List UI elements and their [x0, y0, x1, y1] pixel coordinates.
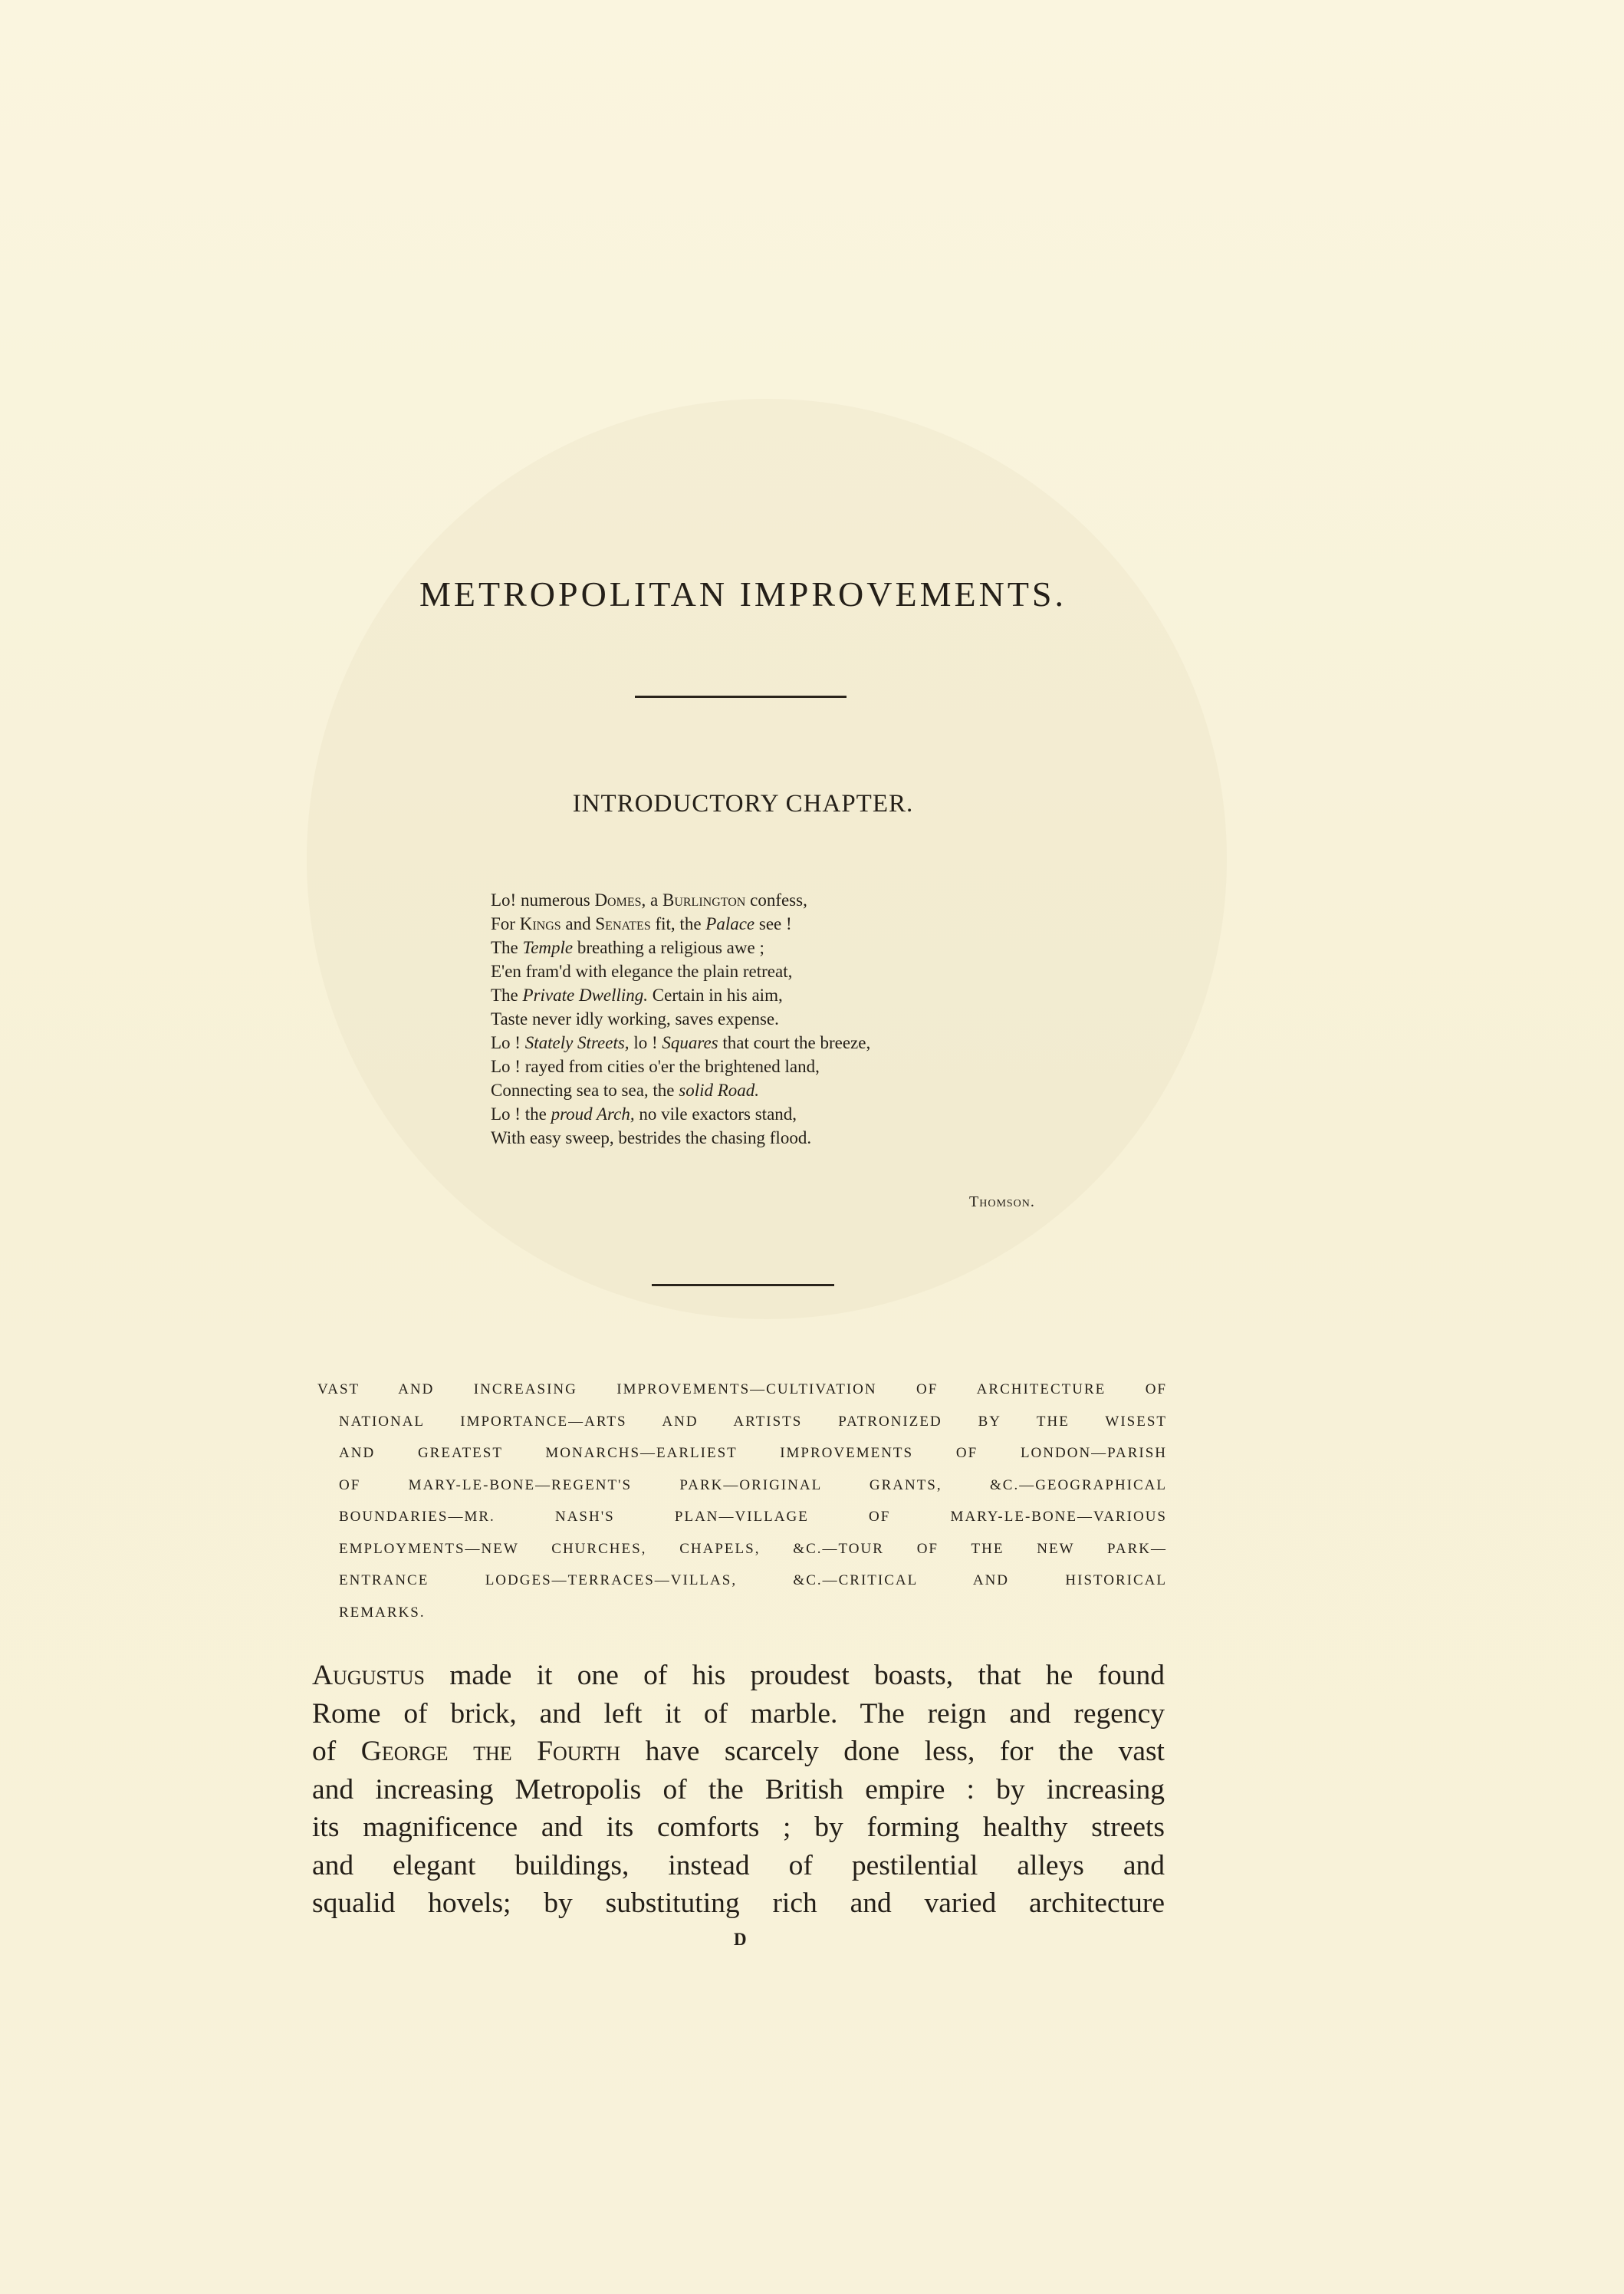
body-line: its magnificence and its comforts ; by forming healthy streets [312, 1812, 1165, 1843]
chapter-subtitle: INTRODUCTORY CHAPTER. [572, 790, 914, 818]
body-line: squalid hovels; by substituting rich and varied architecture [312, 1888, 1165, 1919]
epigraph-poem [491, 888, 870, 1150]
poem-line-2: For Kings and Senates fit, the Palace see ! [491, 914, 792, 933]
poem-line-3: The Temple breathing a religious awe ; [491, 938, 764, 957]
body-paragraph [312, 1657, 1165, 1923]
page-title: METROPOLITAN IMPROVEMENTS. [419, 574, 1067, 614]
signature-mark: D [734, 1930, 747, 1949]
paper-stain [307, 399, 1227, 1319]
synopsis-line: REMARKS. [339, 1604, 426, 1621]
poem-line-1: Lo! numerous Domes, a Burlington confess, [491, 890, 807, 910]
body-line: and elegant buildings, instead of pestilential alleys and [312, 1849, 1165, 1881]
body-line-3: of George the Fourth have scarcely done less, for the vast [312, 1736, 1165, 1767]
section-rule [652, 1284, 834, 1286]
poem-line-10: Lo ! the proud Arch, no vile exactors stand, [491, 1104, 797, 1124]
synopsis-line: AND GREATEST MONARCHS—EARLIEST IMPROVEMENTS OF LONDON—PARISH [339, 1445, 1167, 1461]
body-line: Rome of brick, and left it of marble. The reign and regency [312, 1697, 1165, 1730]
synopsis-line: VAST AND INCREASING IMPROVEMENTS—CULTIVATION OF ARCHITECTURE OF [317, 1381, 1167, 1397]
poem-line-7: Lo ! Stately Streets, lo ! Squares that court the breeze, [491, 1033, 871, 1052]
synopsis-line: EMPLOYMENTS—NEW CHURCHES, CHAPELS, &C.—TOUR OF THE NEW PARK— [339, 1540, 1167, 1557]
chapter-synopsis [317, 1374, 1167, 1628]
title-rule [635, 696, 847, 698]
body-line: and increasing Metropolis of the British empire : by increasing [312, 1773, 1165, 1805]
poem-line-11: With easy sweep, bestrides the chasing flood. [491, 1128, 812, 1147]
synopsis-line: NATIONAL IMPORTANCE—ARTS AND ARTISTS PATRONIZED BY THE WISEST [339, 1413, 1167, 1430]
poem-line-9: Connecting sea to sea, the solid Road. [491, 1081, 760, 1100]
synopsis-line: BOUNDARIES—MR. NASH'S PLAN—VILLAGE OF MARY-LE-BONE—VARIOUS [339, 1509, 1167, 1525]
synopsis-line: OF MARY-LE-BONE—REGENT'S PARK—ORIGINAL GRANTS, &C.—GEOGRAPHICAL [339, 1476, 1167, 1493]
synopsis-line: ENTRANCE LODGES—TERRACES—VILLAS, &C.—CRITICAL AND HISTORICAL [339, 1572, 1167, 1588]
poem-line-8: Lo ! rayed from cities o'er the brightened land, [491, 1057, 820, 1076]
poem-attribution: Thomson. [969, 1193, 1035, 1210]
poem-line-4: E'en fram'd with elegance the plain retreat, [491, 962, 793, 981]
body-line-1: Augustus made it one of his proudest boasts, that he found [312, 1660, 1165, 1691]
poem-line-6: Taste never idly working, saves expense. [491, 1009, 779, 1029]
poem-line-5: The Private Dwelling. Certain in his aim, [491, 986, 783, 1005]
